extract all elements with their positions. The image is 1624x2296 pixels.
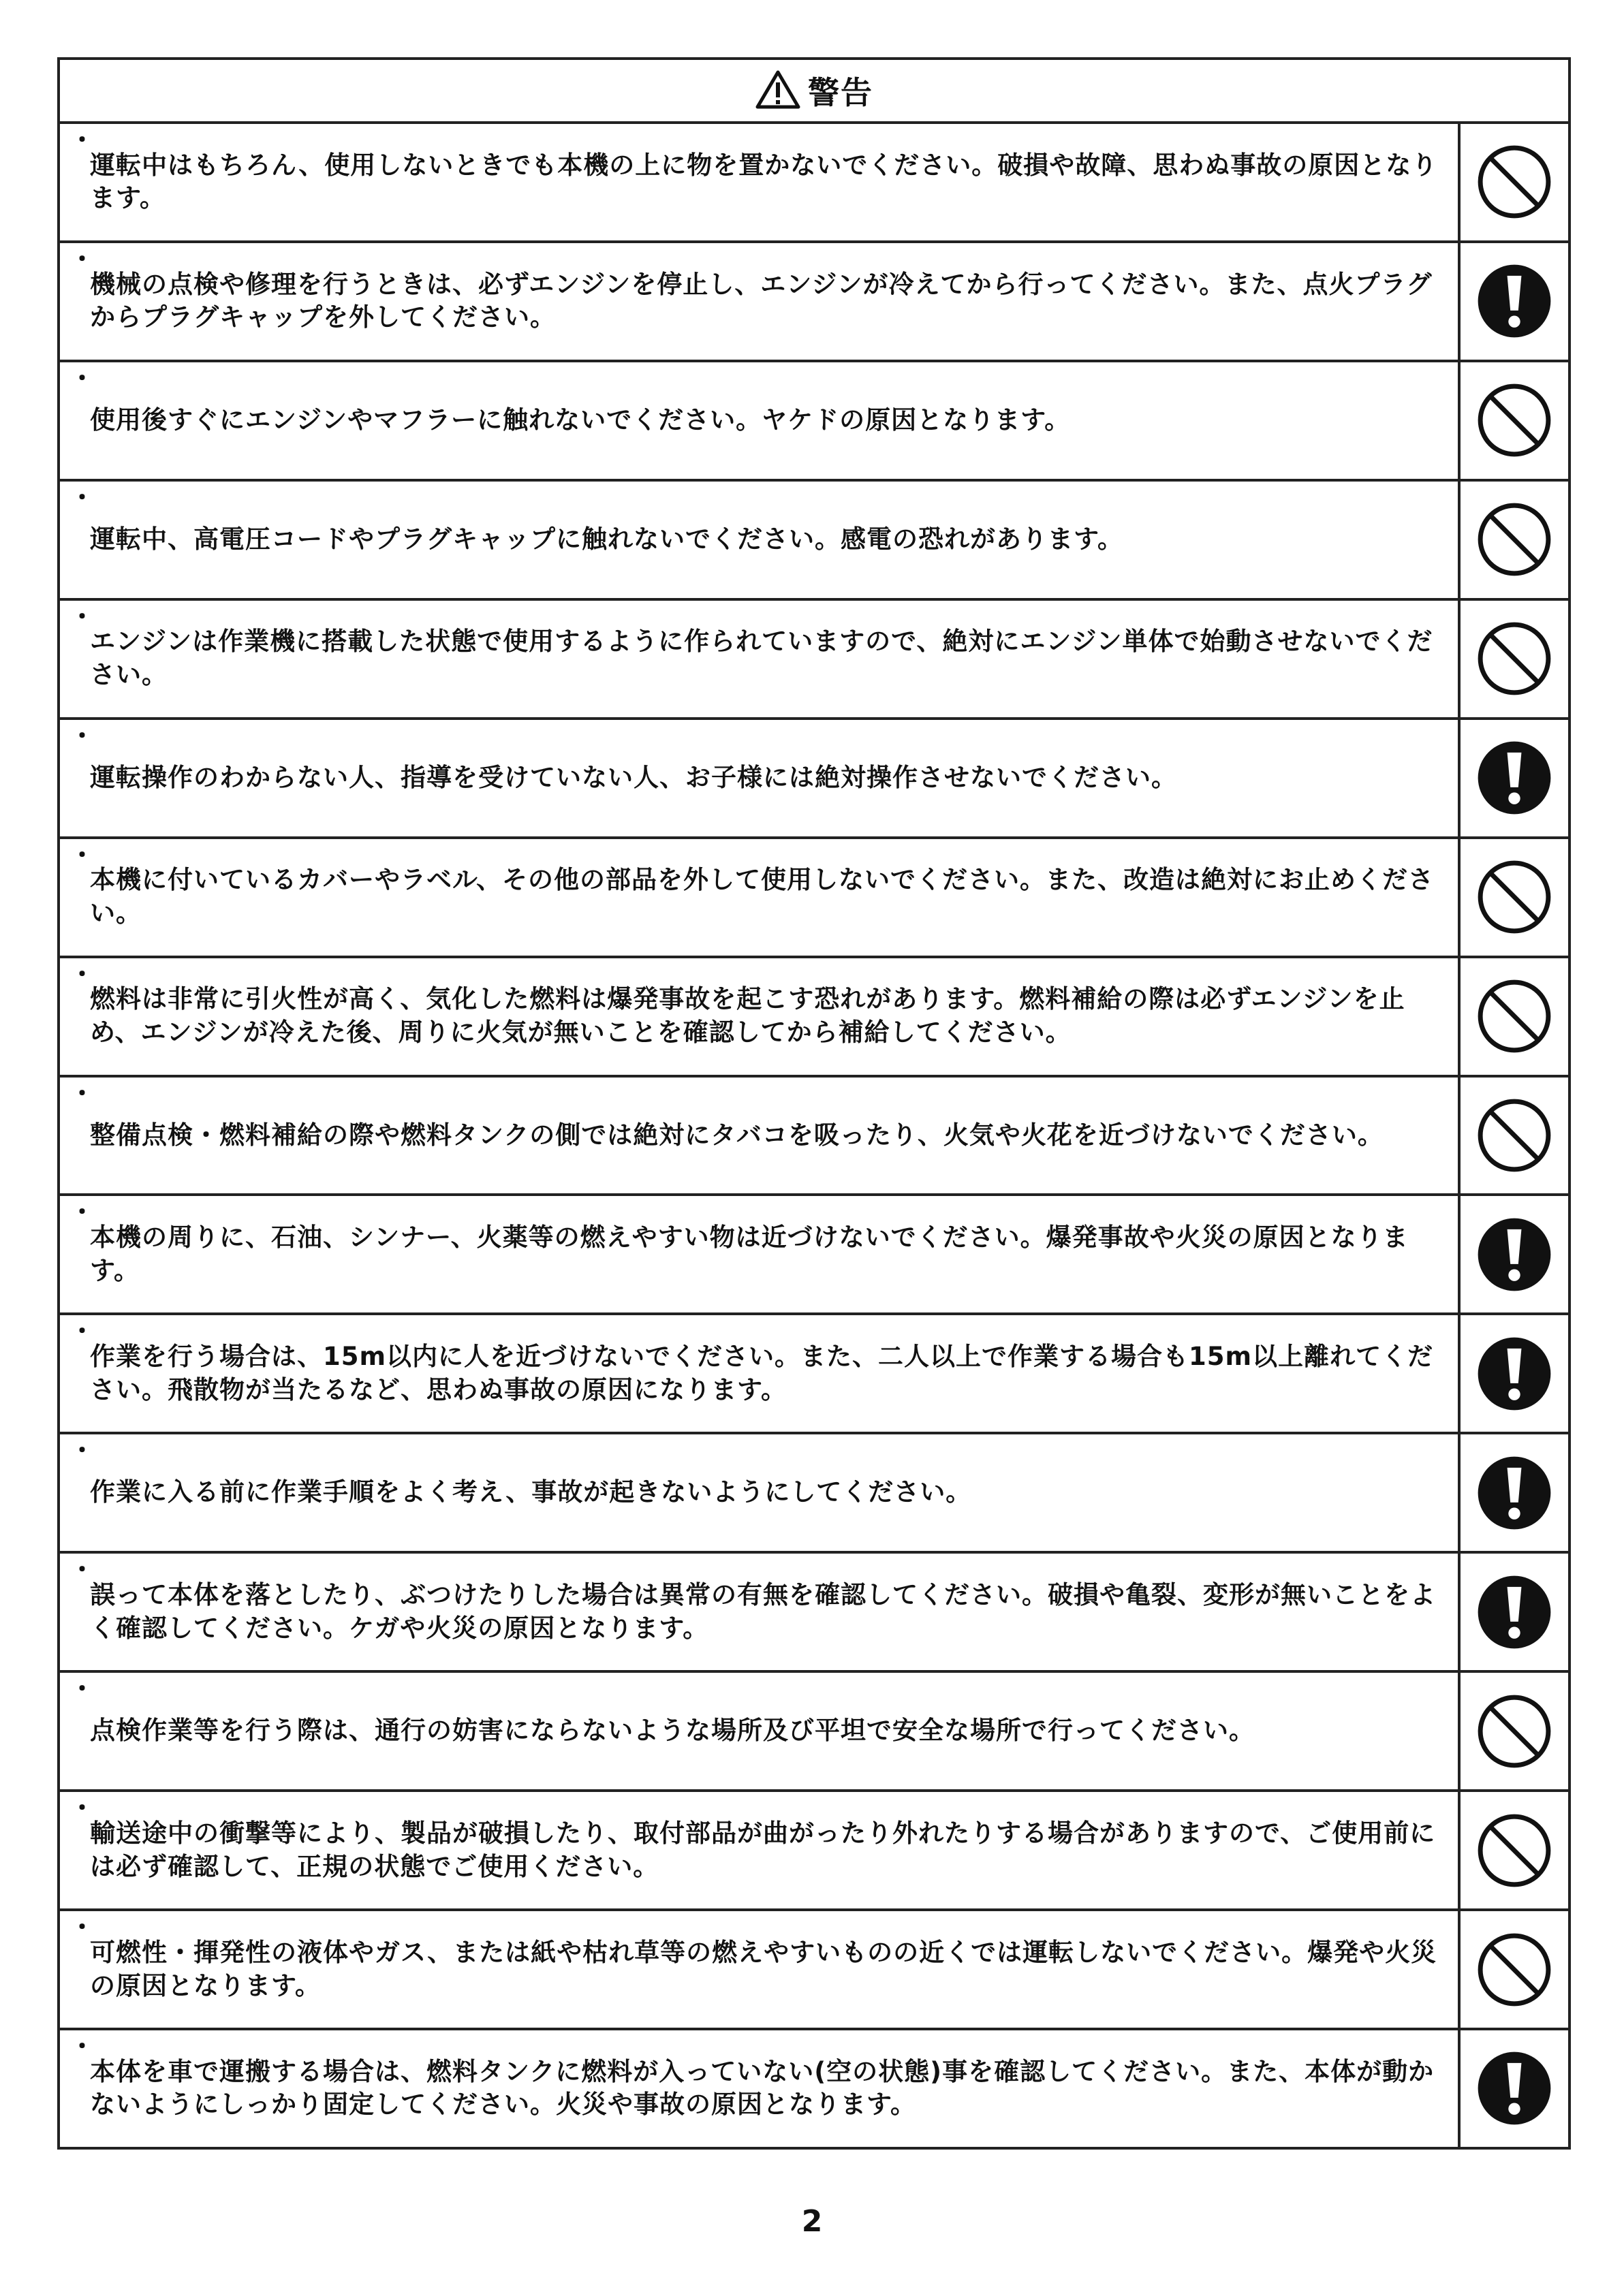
- mandatory-icon: [1458, 243, 1568, 360]
- warning-row: [60, 1911, 1568, 2030]
- prohibited-icon: [1458, 1911, 1568, 2028]
- mandatory-icon: [1458, 1434, 1568, 1551]
- warning-triangle-icon: [755, 69, 801, 112]
- warning-text: [60, 482, 1458, 598]
- bullet-dot: ・: [69, 244, 95, 274]
- prohibited-icon: [1458, 839, 1568, 956]
- warning-text-content: 作業を行う場合は、15m以内に人を近づけないでください。また、二人以上で作業する場合も15m以上離れてください。飛散物が当たるなど、思わぬ事故の原因になります。: [90, 1342, 1434, 1404]
- warning-table: [57, 57, 1571, 2150]
- warning-row: [60, 720, 1568, 839]
- warning-text: [60, 601, 1458, 717]
- warning-text: [60, 362, 1458, 479]
- warning-row: [60, 839, 1568, 958]
- warning-row: [60, 1673, 1568, 1792]
- warning-text-content: 整備点検・燃料補給の際や燃料タンクの側では絶対にタバコを吸ったり、火気や火花を近づけないでください。: [90, 1120, 1384, 1150]
- warning-text-content: 本機の周りに、石油、シンナー、火薬等の燃えやすい物は近づけないでください。爆発事故や火災の原因となります。: [90, 1223, 1409, 1285]
- warning-row: [60, 362, 1568, 482]
- warning-text-content: エンジンは作業機に搭載した状態で使用するように作られていますので、絶対にエンジン単体で始動させないでください。: [90, 627, 1433, 690]
- warning-row: [60, 1315, 1568, 1434]
- warning-text: [60, 1911, 1458, 2028]
- warning-row: [60, 1078, 1568, 1197]
- page-number: 2: [801, 2204, 823, 2239]
- warning-text: [60, 243, 1458, 360]
- bullet-dot: ・: [69, 840, 95, 870]
- mandatory-icon: [1458, 2030, 1568, 2147]
- bullet-dot: ・: [69, 482, 95, 512]
- warning-row: [60, 1554, 1568, 1673]
- warning-text: [60, 1434, 1458, 1551]
- warning-text-content: 燃料は非常に引火性が高く、気化した燃料は爆発事故を起こす恐れがあります。燃料補給の際は必ずエンジンを止め、エンジンが冷えた後、周りに火気が無いことを確認してから補給してください。: [90, 984, 1405, 1048]
- warning-row: [60, 482, 1568, 601]
- mandatory-icon: [1458, 720, 1568, 836]
- warning-text-content: 可燃性・揮発性の液体やガス、または紙や枯れ草等の燃えやすいものの近くでは運転しないでください。爆発や火災の原因となります。: [90, 1937, 1437, 2000]
- warning-text-content: 運転操作のわからない人、指導を受けていない人、お子様には絶対操作させないでください。: [90, 762, 1177, 792]
- warning-text-content: 機械の点検や修理を行うときは、必ずエンジンを停止し、エンジンが冷えてから行ってください。また、点火プラグからプラグキャップを外してください。: [90, 269, 1433, 332]
- warning-row: [60, 601, 1568, 720]
- bullet-dot: ・: [69, 1317, 95, 1347]
- warning-text-content: 運転中、高電圧コードやプラグキャップに触れないでください。感電の恐れがあります。: [90, 524, 1124, 554]
- mandatory-icon: [1458, 1554, 1568, 1670]
- bullet-dot: ・: [69, 125, 95, 155]
- warning-row: [60, 1434, 1568, 1554]
- prohibited-icon: [1458, 362, 1568, 479]
- prohibited-icon: [1458, 1673, 1568, 1789]
- warning-text: [60, 839, 1458, 956]
- warning-text-content: 運転中はもちろん、使用しないときでも本機の上に物を置かないでください。破損や故障、思わぬ事故の原因となります。: [90, 150, 1438, 213]
- prohibited-icon: [1458, 124, 1568, 240]
- prohibited-icon: [1458, 958, 1568, 1075]
- mandatory-icon: [1458, 1196, 1568, 1312]
- warning-row: [60, 958, 1568, 1078]
- warning-text: [60, 1554, 1458, 1670]
- bullet-dot: ・: [69, 601, 95, 631]
- warning-row: [60, 243, 1568, 362]
- bullet-dot: ・: [69, 2032, 95, 2061]
- warning-text-content: 作業に入る前に作業手順をよく考え、事故が起きないようにしてください。: [90, 1477, 972, 1507]
- warning-text: [60, 958, 1458, 1075]
- warning-row: [60, 1196, 1568, 1315]
- bullet-dot: ・: [69, 1555, 95, 1585]
- warning-row: [60, 124, 1568, 243]
- bullet-dot: ・: [69, 1078, 95, 1108]
- bullet-dot: ・: [69, 1436, 95, 1466]
- warning-text-content: 誤って本体を落としたり、ぶつけたりした場合は異常の有無を確認してください。破損や亀裂、変形が無いことをよく確認してください。ケガや火災の原因となります。: [90, 1579, 1436, 1643]
- warning-text: [60, 1315, 1458, 1432]
- warning-text-content: 本体を車で運搬する場合は、燃料タンクに燃料が入っていない(空の状態)事を確認してください。また、本体が動かないようにしっかり固定してください。火災や事故の原因となります。: [90, 2056, 1435, 2120]
- mandatory-icon: [1458, 1315, 1568, 1432]
- bullet-dot: ・: [69, 1793, 95, 1823]
- warning-text-content: 輸送途中の衝撃等により、製品が破損したり、取付部品が曲がったり外れたりする場合がありますので、ご使用前には必ず確認して、正規の状態でご使用ください。: [90, 1818, 1436, 1881]
- bullet-dot: ・: [69, 1674, 95, 1704]
- prohibited-icon: [1458, 1078, 1568, 1194]
- table-header: [60, 60, 1568, 124]
- prohibited-icon: [1458, 1792, 1568, 1908]
- warning-text: [60, 1078, 1458, 1194]
- warning-row: [60, 1792, 1568, 1911]
- warning-text: [60, 1792, 1458, 1908]
- bullet-dot: ・: [69, 363, 95, 393]
- bullet-dot: ・: [69, 1197, 95, 1227]
- warning-text: [60, 720, 1458, 836]
- warning-text: [60, 1673, 1458, 1789]
- warning-text-content: 点検作業等を行う際は、通行の妨害にならないような場所及び平坦で安全な場所で行ってください。: [90, 1716, 1255, 1746]
- bullet-dot: ・: [69, 721, 95, 751]
- warning-text: [60, 1196, 1458, 1312]
- prohibited-icon: [1458, 482, 1568, 598]
- warning-text: [60, 124, 1458, 240]
- bullet-dot: ・: [69, 959, 95, 989]
- bullet-dot: ・: [69, 1913, 95, 1943]
- warning-text-content: 本機に付いているカバーやラベル、その他の部品を外して使用しないでください。また、改造は絶対にお止めください。: [90, 865, 1435, 928]
- header-title: 警告: [808, 74, 873, 111]
- prohibited-icon: [1458, 601, 1568, 717]
- warning-text: [60, 2030, 1458, 2147]
- warning-row: [60, 2030, 1568, 2147]
- warning-text-content: 使用後すぐにエンジンやマフラーに触れないでください。ヤケドの原因となります。: [90, 405, 1071, 435]
